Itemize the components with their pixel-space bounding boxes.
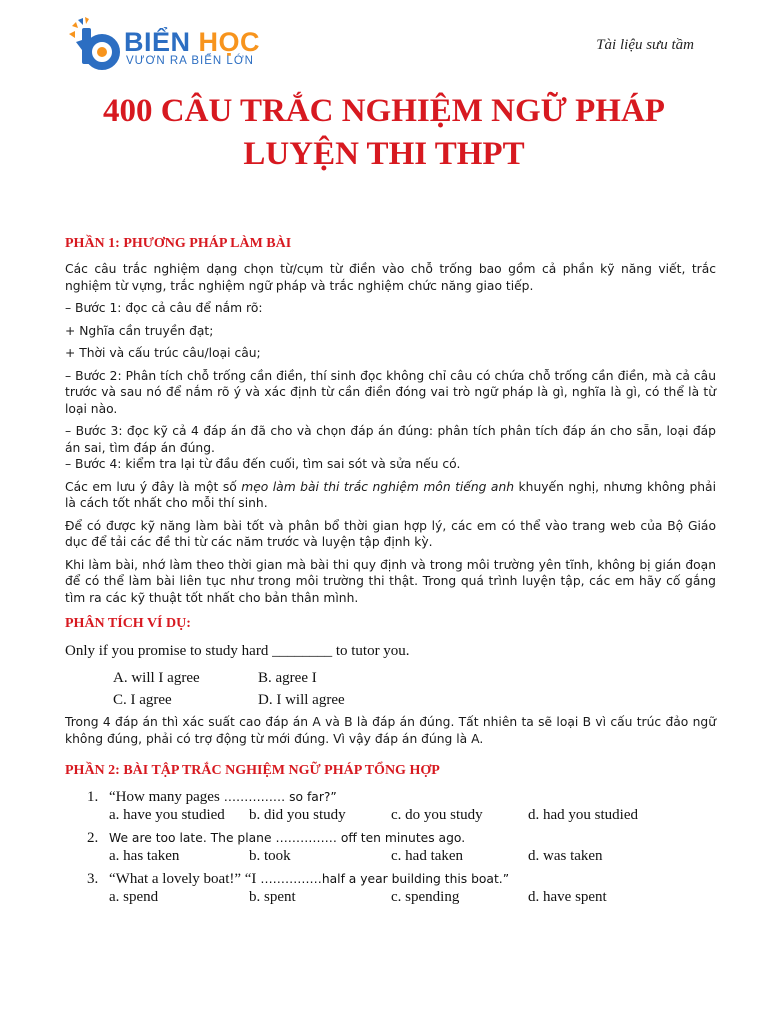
question-item [65,788,716,824]
bien-hoc-logo [66,16,266,76]
option-b: b. spent [249,889,296,905]
part1-intro: Các câu trắc nghiệm dạng chọn từ/cụm từ điền vào chỗ trống bao gồm cả phần kỹ năng viết, trắc nghiệm từ vựng, trắc nghiệm ngữ pháp và trắc nghiệm chức năng giao tiếp. [65,262,716,293]
skill-paragraph: Để có được kỹ năng làm bài tốt và phân bổ thời gian hợp lý, các em có thể vào trang web của Bộ Giáo dục để tải các đề thi từ các năm trước và luyện tập định kỳ. [65,518,716,549]
tip-suffix: khuyến nghị, nhưng không phải là cách tốt nhất cho mỗi thí sinh. [65,479,716,510]
question-options [109,847,716,865]
option-a: a. has taken [109,848,180,864]
option-c: c. spending [391,889,460,905]
option-c: c. had taken [391,848,464,864]
part1-heading: PHẦN 1: PHƯƠNG PHÁP LÀM BÀI [65,236,292,251]
question-options [109,806,716,824]
step-1: – Bước 1: đọc cả câu để nắm rõ: [65,301,263,315]
example-options [113,667,716,711]
time-paragraph: Khi làm bài, nhớ làm theo thời gian mà bài thi quy định và trong môi trường yên tĩnh, không bị gián đoạn để có thể làm bài liên tục như trong môi trường thi thật. Trong quá trình luyện tập, các em hãy cố gắng tìm ra các kỹ thuật tốt nhất cho bản thân mình. [65,557,716,605]
example-explanation: Trong 4 đáp án thì xác suất cao đáp án A và B là đáp án đúng. Tất nhiên ta sẽ loại B vì cấu trúc đảo ngữ không đúng, phải có trợ động từ mới đúng. Vì vậy đáp án đúng là A. [65,715,716,746]
step-1-point-a: + Nghĩa cần truyền đạt; [65,323,214,338]
tip-prefix: Các em lưu ý đây là một số [65,479,242,494]
step-1-point-b: + Thời và cấu trúc câu/loại câu; [65,346,261,360]
example-option-b: B. agree I [258,670,317,686]
option-c: c. do you study [391,807,483,823]
question-stem: We are too late. The plane …………… off ten minutes ago. [109,831,466,845]
logo-title-part1: BIỂN [124,27,191,57]
example-option-d: D. I will agree [258,692,345,708]
document-content [65,236,716,911]
logo-tagline: VƯƠN RA BIỂN LỚN [126,55,254,67]
option-b: b. did you study [249,807,346,823]
option-d: d. had you studied [528,807,638,823]
logo-title [124,27,260,58]
logo-title-part2: HỌC [198,27,261,57]
question-item [65,870,716,906]
example-option-a: A. will I agree [113,670,200,686]
tip-paragraph [65,479,716,512]
example-heading: PHÂN TÍCH VÍ DỤ: [65,616,191,631]
example-question: Only if you promise to study hard ________ to tutor you. [65,643,410,659]
question-number: 3. [87,871,99,887]
option-d: d. was taken [528,848,603,864]
part2-heading: PHẦN 2: BÀI TẬP TRẮC NGHIỆM NGỮ PHÁP TỔNG HỢP [65,763,440,778]
tip-link-text: mẹo làm bài thi trắc nghiệm môn tiếng anh [241,479,515,494]
question-stem: “How many pages …………… so far?” [109,789,337,805]
step-2: – Bước 2: Phân tích chỗ trống cần điền, thí sinh đọc không chỉ câu có chứa chỗ trống cần điền, mà cả câu trước và sau nó để nắm rõ ý và xác định từ cần điền đóng vai trò ngữ pháp là gì, nghĩa là gì, có thể là từ loại nào. [65,368,716,416]
question-number: 1. [87,789,99,805]
title-line-2: LUYỆN THI THPT [243,136,525,172]
bien-hoc-logo-icon [66,16,122,72]
option-d: d. have spent [528,889,607,905]
step-3: – Bước 3: đọc kỹ cả 4 đáp án đã cho và chọn đáp án đúng: phân tích phân tích đáp án cho sẵn, loại đáp án sai, tìm đáp án đúng. [65,424,716,455]
question-stem: “What a lovely boat!” “I ……………half a year building this boat.” [109,871,510,887]
step-4: – Bước 4: kiểm tra lại từ đầu đến cuối, tìm sai sót và sửa nếu có. [65,457,461,471]
option-a: a. spend [109,889,159,905]
question-item [65,829,716,865]
question-options [109,888,716,906]
page-title [40,90,728,176]
example-option-c: C. I agree [113,692,172,708]
question-number: 2. [87,830,99,846]
option-a: a. have you studied [109,807,225,823]
option-b: b. took [249,848,291,864]
title-line-1: 400 CÂU TRẮC NGHIỆM NGỮ PHÁP [103,93,665,129]
source-label: Tài liệu sưu tầm [596,37,694,53]
